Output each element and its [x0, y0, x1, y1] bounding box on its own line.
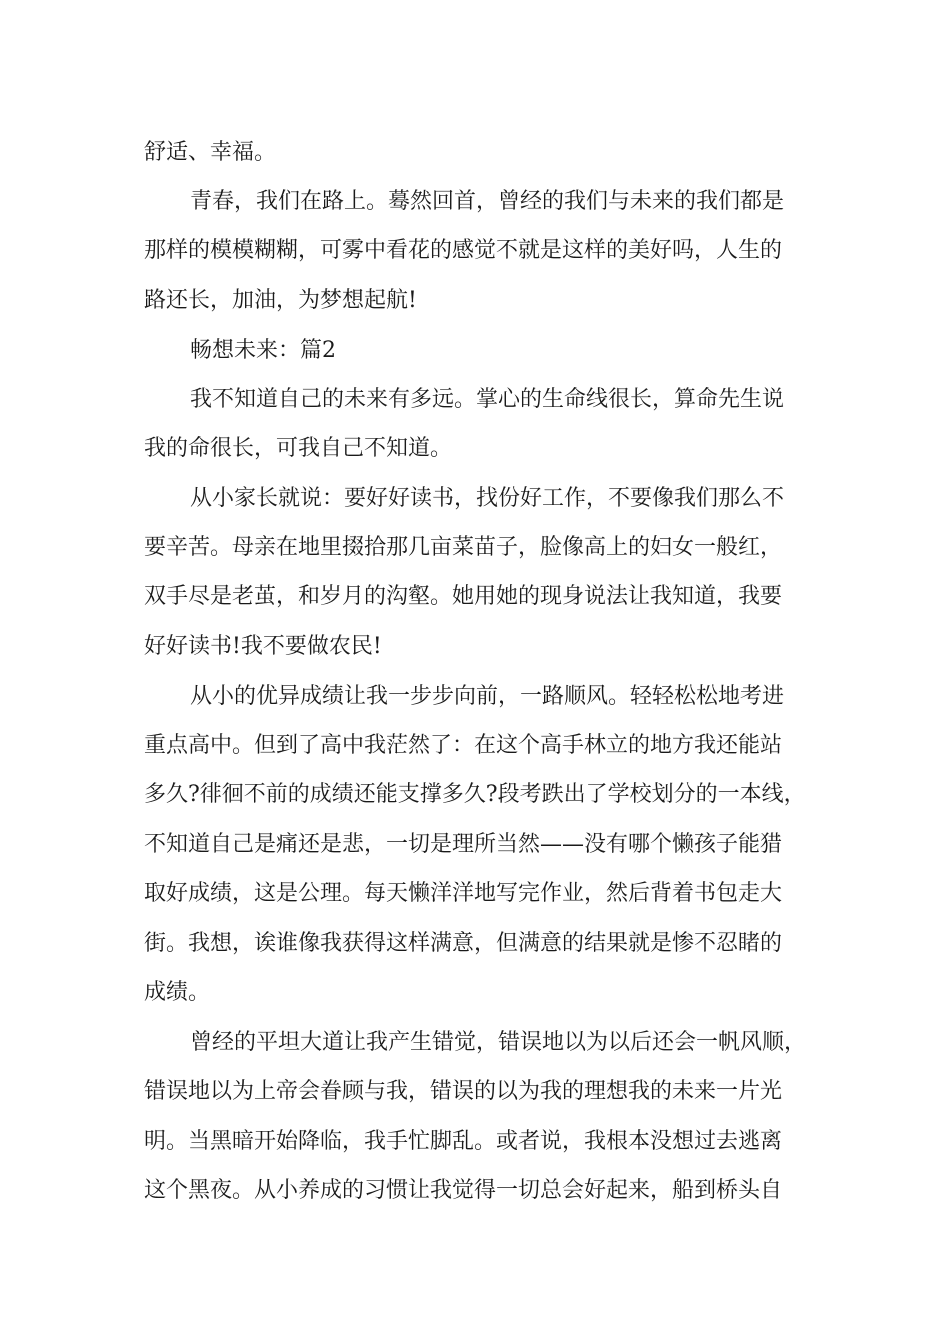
text-line-6: 我不知道自己的未来有多远。掌心的生命线很长，算命先生说: [190, 387, 785, 412]
text-line-16: 取好成绩，这是公理。每天懒洋洋地写完作业，然后背着书包走大: [144, 881, 783, 906]
text-line-15: 不知道自己是痛还是悲，一切是理所当然——没有哪个懒孩子能猎: [144, 832, 783, 857]
text-line-7: 我的命很长，可我自己不知道。: [144, 436, 453, 461]
text-line-12: 从小的优异成绩让我一步步向前，一路顺风。轻轻松松地考进: [190, 684, 785, 709]
text-line-2: 青春，我们在路上。蓦然回首，曾经的我们与未来的我们都是: [190, 189, 785, 214]
text-line-21: 明。当黑暗开始降临，我手忙脚乱。或者说，我根本没想过去逃离: [144, 1129, 783, 1154]
text-line-14: 多久?徘徊不前的成绩还能支撑多久?段考跌出了学校划分的一本线，: [144, 782, 806, 807]
text-line-17: 街。我想，诶谁像我获得这样满意，但满意的结果就是惨不忍睹的: [144, 931, 783, 956]
text-line-4: 路还长，加油，为梦想起航!: [144, 288, 417, 313]
text-line-8: 从小家长就说：要好好读书，找份好工作，不要像我们那么不: [190, 486, 785, 511]
text-line-1: 舒适、幸福。: [144, 140, 277, 165]
text-line-10: 双手尽是老茧，和岁月的沟壑。她用她的现身说法让我知道，我要: [144, 584, 783, 609]
text-line-11: 好好读书!我不要做农民!: [144, 634, 382, 659]
section-heading: 畅想未来：篇2: [190, 338, 336, 363]
text-line-20: 错误地以为上帝会眷顾与我，错误的以为我的理想我的未来一片光: [144, 1079, 783, 1104]
text-line-22: 这个黑夜。从小养成的习惯让我觉得一切总会好起来，船到桥头自: [144, 1178, 783, 1203]
text-line-3: 那样的模模糊糊，可雾中看花的感觉不就是这样的美好吗，人生的: [144, 238, 783, 263]
text-line-9: 要辛苦。母亲在地里掇拾那几亩菜苗子，脸像高上的妇女一般红，: [144, 535, 783, 560]
text-line-13: 重点高中。但到了高中我茫然了：在这个高手林立的地方我还能站: [144, 733, 783, 758]
text-line-19: 曾经的平坦大道让我产生错觉，错误地以为以后还会一帆风顺，: [190, 1030, 807, 1055]
text-line-18: 成绩。: [144, 980, 211, 1005]
